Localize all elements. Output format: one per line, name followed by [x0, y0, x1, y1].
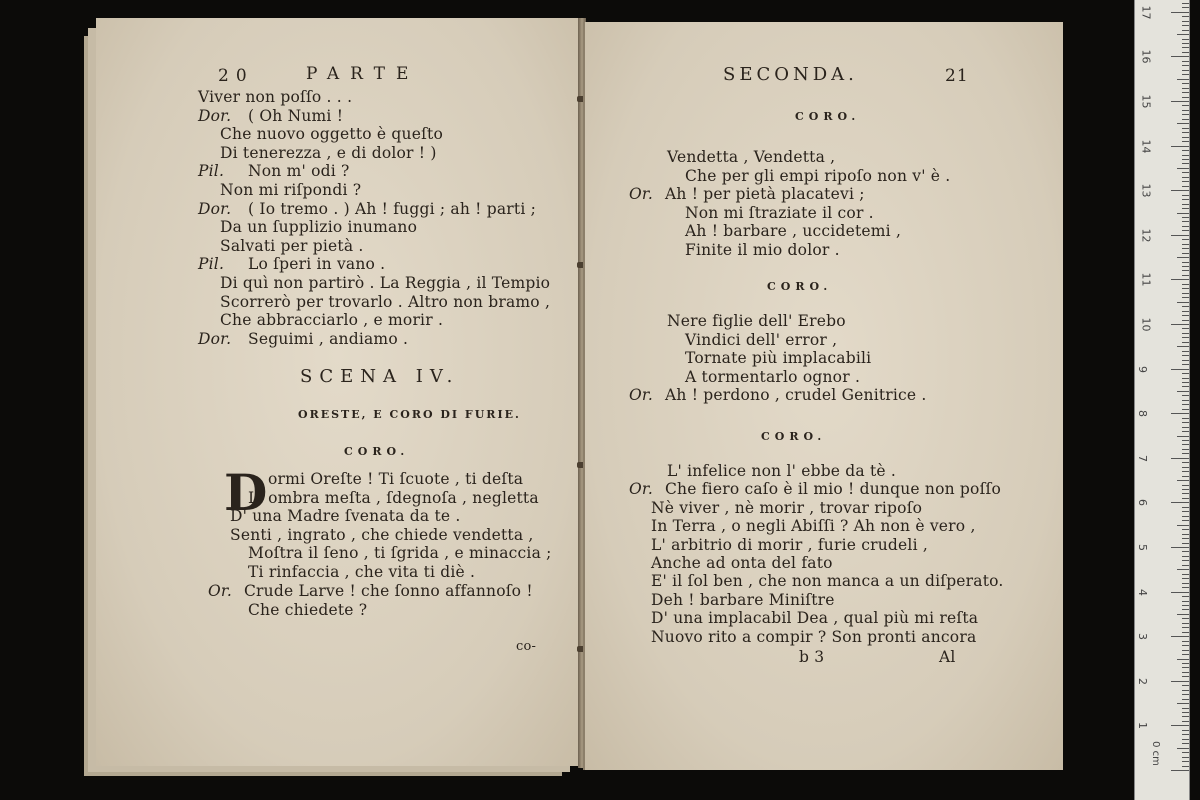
ruler-tick [1171, 101, 1189, 102]
ruler-tick [1182, 25, 1189, 26]
verse-line: Lo ſperi in vano . [248, 255, 386, 274]
ruler-tick [1182, 766, 1189, 767]
verse-line: Nere figlie dell' Erebo [667, 312, 846, 330]
ruler-tick [1182, 587, 1189, 588]
ruler-tick [1171, 502, 1189, 503]
left-catchword: co- [516, 639, 537, 654]
ruler-tick [1182, 181, 1189, 182]
ruler-tick [1182, 422, 1189, 423]
ruler-tick [1182, 560, 1189, 561]
ruler-tick [1182, 320, 1189, 321]
ruler-tick [1182, 328, 1189, 329]
ruler-tick [1182, 186, 1189, 187]
ruler-number: 9 [1136, 365, 1149, 373]
verse-line: Vindici dell' error , [685, 330, 838, 349]
scene-title: SCENA IV. [300, 366, 460, 387]
verse-line: L' arbitrio di morir , furie crudeli , [651, 535, 928, 554]
verse-line: Senti , ingrato , che chiede vendetta , [230, 525, 534, 544]
ruler-tick [1182, 119, 1189, 120]
ruler-tick [1182, 601, 1189, 602]
speaker-label: Or. [629, 185, 653, 204]
ruler-number: 17 [1139, 5, 1153, 20]
verse-line: L' infelice non l' ebbe da tè . [667, 462, 897, 480]
open-book [78, 18, 1068, 780]
verse-line: Ti rinfaccia , che vita ti diè . [248, 563, 476, 581]
left-page [96, 18, 582, 766]
verse-line: E' il ſol ben , che non manca a un diſperato. [651, 572, 1004, 591]
ruler-number: 14 [1139, 139, 1153, 154]
ruler-tick [1182, 734, 1189, 735]
speaker-label: Pil. [198, 162, 225, 181]
ruler-tick [1182, 199, 1189, 200]
chorus-label-3: CORO. [761, 430, 827, 443]
ruler-tick [1182, 355, 1189, 356]
verse-line: Salvati per pietà . [220, 236, 364, 255]
ruler-tick [1182, 632, 1189, 633]
ruler-tick [1182, 551, 1189, 552]
ruler-tick [1182, 431, 1189, 432]
ruler-tick [1182, 43, 1189, 44]
ruler-tick [1182, 418, 1189, 419]
ruler-number: 8 [1136, 410, 1149, 418]
ruler-tick [1177, 168, 1189, 169]
ruler-tick [1182, 105, 1189, 106]
ruler-tick [1182, 529, 1189, 530]
verse-line: ormi Oreſte ! Ti ſcuote , ti deſta [268, 470, 524, 488]
ruler-tick [1182, 155, 1189, 156]
verse-line: Che per gli empi ripoſo non v' è . [685, 166, 951, 185]
ruler-tick [1177, 614, 1189, 615]
ruler-tick [1182, 70, 1189, 71]
ruler-number: 2 [1136, 677, 1149, 685]
ruler-tick [1182, 3, 1189, 4]
ruler-tick [1182, 311, 1189, 312]
ruler-tick [1182, 351, 1189, 352]
speaker-label: Or. [208, 582, 232, 600]
ruler-tick [1171, 413, 1189, 414]
right-page [583, 22, 1063, 770]
ruler-tick [1182, 284, 1189, 285]
verse-line: Anche ad onta del fato [651, 554, 833, 572]
ruler-tick [1171, 146, 1189, 147]
ruler-tick [1182, 239, 1189, 240]
ruler-tick [1182, 306, 1189, 307]
ruler-tick [1182, 663, 1189, 664]
ruler-tick [1182, 556, 1189, 557]
ruler-number: 11 [1139, 272, 1153, 287]
ruler-number: 6 [1136, 499, 1149, 507]
ruler-tick [1182, 712, 1189, 713]
verse-line: A tormentarlo ognor . [685, 367, 861, 386]
ruler-tick [1182, 244, 1189, 245]
drop-cap: D [224, 463, 268, 522]
ruler-tick [1171, 592, 1189, 593]
verse-line: Di quì non partirò . La Reggia , il Tempio [220, 274, 551, 292]
ruler-tick [1182, 427, 1189, 428]
ruler-tick [1182, 538, 1189, 539]
ruler-number: 7 [1136, 454, 1149, 462]
ruler-tick [1182, 511, 1189, 512]
ruler-tick [1182, 110, 1189, 111]
left-page-number: 20 [218, 66, 254, 86]
ruler-tick [1177, 79, 1189, 80]
ruler-tick [1182, 757, 1189, 758]
ruler-tick [1182, 114, 1189, 115]
ruler-unit-label: 0 cm [1149, 741, 1161, 766]
ruler-tick [1171, 369, 1189, 370]
verse-line: Crude Larve ! che ſonno affannoſo ! [244, 582, 533, 600]
ruler-tick [1171, 279, 1189, 280]
ruler-tick [1182, 337, 1189, 338]
chorus-label-2: CORO. [767, 280, 833, 293]
ruler-tick [1182, 583, 1189, 584]
ruler-tick [1171, 56, 1189, 57]
ruler-tick [1177, 213, 1189, 214]
ruler-tick [1182, 275, 1189, 276]
speaker-label: Dor. [198, 199, 232, 218]
verse-line: Non mi ſtraziate il cor . [685, 203, 874, 222]
ruler-tick [1182, 88, 1189, 89]
ruler-tick [1182, 159, 1189, 160]
ruler-tick [1182, 739, 1189, 740]
ruler-tick [1182, 132, 1189, 133]
verse-line: Deh ! barbare Miniſtre [651, 590, 835, 609]
ruler-tick [1182, 333, 1189, 334]
ruler-tick [1182, 645, 1189, 646]
ruler-tick [1177, 391, 1189, 392]
ruler-tick [1182, 137, 1189, 138]
ruler-tick [1182, 253, 1189, 254]
scene-subtitle: ORESTE, E CORO DI FURIE. [298, 408, 521, 421]
ruler-tick [1182, 699, 1189, 700]
ruler-tick [1182, 65, 1189, 66]
ruler-number: 3 [1136, 633, 1149, 641]
verse-line: Che abbracciarlo , e morir . [220, 311, 444, 330]
ruler-tick [1182, 297, 1189, 298]
verse-line: Ah ! perdono , crudel Genitrice . [665, 386, 927, 405]
speaker-label: Or. [629, 386, 653, 405]
verse-line: Da un ſupplizio inumano [220, 218, 418, 237]
ruler-tick [1182, 609, 1189, 610]
ruler-tick [1177, 748, 1189, 749]
verse-line: In Terra , o negli Abiſſi ? Ah non è vero , [651, 517, 976, 536]
ruler-tick [1182, 462, 1189, 463]
verse-line: Non m' odi ? [248, 162, 350, 181]
ruler-tick [1182, 270, 1189, 271]
right-running-head: SECONDA. [723, 64, 858, 85]
ruler-tick [1182, 676, 1189, 677]
ruler-number: 4 [1136, 588, 1149, 596]
ruler-tick [1177, 525, 1189, 526]
verse-line: Moſtra il ſeno , ti ſgrida , e minaccia ; [248, 544, 552, 563]
ruler-tick [1182, 654, 1189, 655]
ruler-tick [1182, 221, 1189, 222]
ruler-tick [1182, 217, 1189, 218]
ruler-tick [1171, 725, 1189, 726]
ruler-tick [1182, 30, 1189, 31]
ruler-tick [1182, 444, 1189, 445]
ruler-tick [1171, 681, 1189, 682]
measuring-ruler [1134, 0, 1190, 800]
ruler-tick [1182, 605, 1189, 606]
ruler-tick [1171, 770, 1189, 771]
ruler-tick [1177, 480, 1189, 481]
ruler-tick [1182, 708, 1189, 709]
ruler-tick [1182, 74, 1189, 75]
ruler-tick [1182, 453, 1189, 454]
verse-line: Scorrerò per trovarlo . Altro non bramo , [220, 292, 551, 311]
speaker-label: Dor. [198, 329, 232, 348]
verse-line: Tornate più implacabili [685, 349, 872, 368]
right-catchword: Al [939, 648, 956, 666]
ruler-tick [1182, 520, 1189, 521]
verse-line: Nè viver , nè morir , trovar ripoſo [651, 498, 923, 517]
ruler-tick [1182, 565, 1189, 566]
ruler-tick [1182, 172, 1189, 173]
ruler-tick [1177, 703, 1189, 704]
right-page-number: 21 [945, 66, 969, 86]
ruler-tick [1171, 324, 1189, 325]
ruler-tick [1177, 569, 1189, 570]
ruler-number: 16 [1139, 49, 1153, 64]
ruler-tick [1182, 128, 1189, 129]
verse-line: Che chiedete ? [248, 601, 368, 619]
ruler-tick [1182, 360, 1189, 361]
ruler-tick [1182, 7, 1189, 8]
ruler-tick [1177, 659, 1189, 660]
ruler-tick [1182, 574, 1189, 575]
verse-line: Che fiero caſo è il mio ! dunque non poſſo [665, 480, 1001, 499]
ruler-tick [1182, 195, 1189, 196]
ruler-tick [1182, 83, 1189, 84]
verse-line: Viver non poſſo . . . [198, 88, 353, 106]
ruler-tick [1182, 141, 1189, 142]
ruler-tick [1177, 123, 1189, 124]
ruler-tick [1177, 302, 1189, 303]
ruler-tick [1182, 230, 1189, 231]
ruler-tick [1182, 467, 1189, 468]
ruler-tick [1182, 226, 1189, 227]
ruler-tick [1177, 346, 1189, 347]
verse-line: ( Oh Numi ! [248, 106, 344, 125]
ruler-tick [1182, 315, 1189, 316]
ruler-tick [1182, 262, 1189, 263]
ruler-tick [1182, 409, 1189, 410]
ruler-tick [1182, 672, 1189, 673]
ruler-tick [1182, 685, 1189, 686]
ruler-tick [1182, 627, 1189, 628]
ruler-tick [1182, 721, 1189, 722]
ruler-tick [1182, 364, 1189, 365]
ruler-tick [1182, 21, 1189, 22]
ruler-number: 15 [1139, 94, 1153, 109]
ruler-tick [1182, 378, 1189, 379]
ruler-tick [1182, 404, 1189, 405]
verse-line: D' una implacabil Dea , qual più mi reſta [651, 609, 979, 628]
ruler-tick [1182, 690, 1189, 691]
ruler-number: 12 [1139, 228, 1153, 243]
ruler-tick [1182, 177, 1189, 178]
verse-line: L' ombra meſta , ſdegnoſa , negletta [248, 488, 539, 507]
ruler-tick [1182, 618, 1189, 619]
verse-line: Non mi riſpondi ? [220, 181, 362, 199]
ruler-tick [1182, 163, 1189, 164]
chorus-label: CORO. [344, 445, 410, 458]
ruler-tick [1182, 743, 1189, 744]
ruler-tick [1182, 266, 1189, 267]
ruler-tick [1182, 694, 1189, 695]
verse-line: Seguimi , andiamo . [248, 329, 409, 348]
ruler-number: 5 [1136, 544, 1149, 551]
ruler-tick [1182, 507, 1189, 508]
ruler-tick [1182, 400, 1189, 401]
ruler-tick [1182, 208, 1189, 209]
speaker-label: Pil. [198, 255, 225, 274]
ruler-tick [1182, 650, 1189, 651]
ruler-tick [1182, 752, 1189, 753]
ruler-tick [1182, 204, 1189, 205]
ruler-tick [1171, 547, 1189, 548]
ruler-tick [1182, 516, 1189, 517]
ruler-tick [1171, 190, 1189, 191]
verse-line: Di tenerezza , e di dolor ! ) [220, 143, 437, 162]
ruler-tick [1182, 543, 1189, 544]
verse-line: Ah ! barbare , uccidetemi , [685, 222, 902, 241]
ruler-tick [1182, 342, 1189, 343]
ruler-number: 13 [1139, 183, 1153, 198]
ruler-tick [1182, 16, 1189, 17]
left-running-head: PARTE [306, 64, 420, 84]
ruler-tick [1182, 761, 1189, 762]
ruler-tick [1182, 382, 1189, 383]
ruler-tick [1182, 47, 1189, 48]
ruler-tick [1182, 716, 1189, 717]
ruler-tick [1182, 667, 1189, 668]
ruler-tick [1182, 534, 1189, 535]
ruler-tick [1182, 288, 1189, 289]
ruler-tick [1171, 12, 1189, 13]
ruler-tick [1182, 493, 1189, 494]
ruler-tick [1182, 97, 1189, 98]
ruler-tick [1171, 235, 1189, 236]
verse-line: Finite il mio dolor . [685, 241, 840, 259]
chorus-label-1: CORO. [795, 110, 861, 123]
ruler-tick [1182, 498, 1189, 499]
ruler-tick [1182, 623, 1189, 624]
ruler-number: 1 [1136, 722, 1149, 730]
ruler-tick [1182, 52, 1189, 53]
ruler-number: 10 [1139, 317, 1153, 332]
speaker-label: Or. [629, 480, 653, 499]
ruler-tick [1182, 39, 1189, 40]
ruler-tick [1182, 395, 1189, 396]
ruler-tick [1182, 489, 1189, 490]
ruler-tick [1182, 92, 1189, 93]
ruler-tick [1171, 636, 1189, 637]
verse-line: Nuovo rito a compir ? Son pronti ancora [651, 627, 977, 646]
ruler-tick [1182, 150, 1189, 151]
ruler-tick [1177, 34, 1189, 35]
ruler-tick [1182, 641, 1189, 642]
ruler-tick [1182, 386, 1189, 387]
ruler-tick [1182, 248, 1189, 249]
ruler-tick [1182, 440, 1189, 441]
ruler-tick [1182, 61, 1189, 62]
ruler-tick [1182, 596, 1189, 597]
ruler-tick [1182, 471, 1189, 472]
ruler-tick [1177, 436, 1189, 437]
verse-line: Vendetta , Vendetta , [667, 148, 836, 166]
ruler-tick [1182, 485, 1189, 486]
ruler-tick [1182, 293, 1189, 294]
ruler-tick [1182, 730, 1189, 731]
ruler-tick [1182, 373, 1189, 374]
ruler-tick [1182, 476, 1189, 477]
ruler-tick [1171, 458, 1189, 459]
ruler-tick [1182, 449, 1189, 450]
verse-line: Che nuovo oggetto è queſto [220, 125, 443, 144]
ruler-tick [1177, 257, 1189, 258]
speaker-label: Dor. [198, 106, 232, 125]
verse-line: ( Io tremo . ) Ah ! fuggi ; ah ! parti ; [248, 199, 537, 218]
ruler-tick [1182, 578, 1189, 579]
gathering-signature: b 3 [799, 648, 825, 666]
verse-line: D' una Madre ſvenata da te . [230, 507, 461, 526]
verse-line: Ah ! per pietà placatevi ; [665, 185, 865, 204]
